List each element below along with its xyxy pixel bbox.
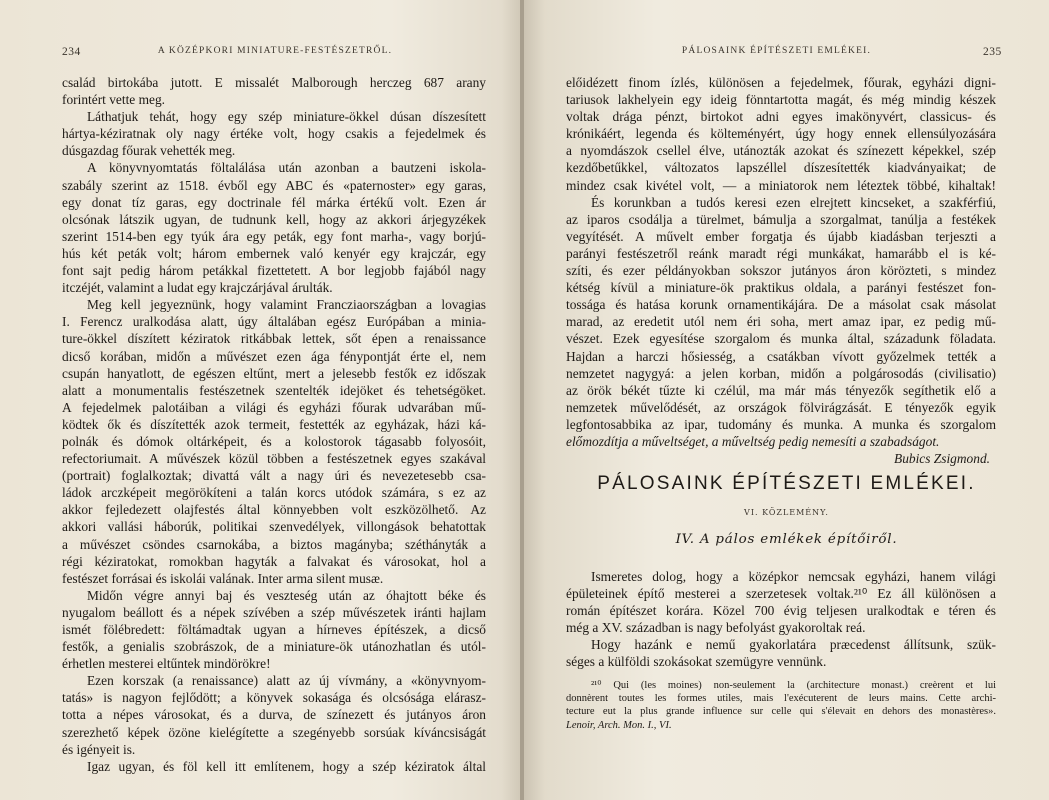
text-line: akkori vallási háborúk, politikai szenvedélyek, villongások behatottak (62, 519, 486, 535)
text-line: ködtek ők és díszítették azok termeit, festették az egyházak, házi ká- (62, 416, 486, 432)
text-line: font sajt pedig három petákkal fizettetett. A bor legjobb fajából nagy (62, 263, 486, 279)
text-line: vészet. Ezek egyesítése szorgalom és munka által, századunk föladata. (566, 331, 996, 347)
text-line: kétség kívül a miniature-ök praktikus oldala, a parányi festészet fon- (566, 280, 996, 296)
text-line: és igényeit is. (62, 741, 136, 757)
left-page-number: 234 (62, 46, 81, 58)
text-line: tatás» is nagyon fejlődött; a könyvek sokasága és olcsósága elárasz- (62, 690, 486, 706)
text-line: kezdőbetűkkel, változatos lapszéllel díszesítették kiadványaikat; de (566, 160, 996, 176)
text-line: Hogy hazánk e nemű gyakorlatára præcedenst állítsunk, szük- (591, 637, 996, 653)
text-line: I. Ferencz uralkodása alatt, úgy általában egész Európában a minia- (62, 314, 486, 330)
text-line: mindez csak kivétel volt, — a miniatorok nem léteztek többé, kihaltak! (566, 177, 996, 193)
section-heading: IV. A pálos emlékek építőiről. (675, 532, 898, 547)
text-line: érhetlen mesterei eltűntek mindörökre! (62, 656, 271, 672)
text-line: előmozdítja a műveltséget, a műveltség pedig nemesíti a szabadságot. (566, 433, 940, 449)
text-line: csupán hanyatlott, de egészen eltűnt, mert a jelesebb festők ez időszak (62, 365, 486, 381)
text-line: a nyomdászok csellel élve, utánozták azokat és színezett képekkel, szép (566, 143, 996, 159)
text-line: És korunkban a tudós keresi ezen elrejtett kincseket, a szakférfiú, (591, 194, 996, 210)
text-line: tossága és hatása korunk ornamentikájára. De a másolat csak másolat (566, 297, 996, 313)
text-line: nyugalom beállott és a népek szívében a szép művészetek iránti hajlam (62, 604, 486, 620)
text-line: román építészet korára. Közel 700 évig teljesen uralkodtak e téren és (566, 603, 996, 619)
text-line: itczéjét, valamint a ludat egy krajczárjával árulták. (62, 280, 333, 296)
text-line: család birtokába jutott. E missalét Malborough herczeg 687 arany (62, 75, 486, 90)
text-line: egy donat tíz garas, egy doctrinale fél márka értékű volt. Ezen ár (62, 194, 486, 210)
author-signature: Bubics Zsigmond. (894, 451, 990, 467)
text-line: voltak drága pénzt, birtokot adni egyes imakönyvért, classicus- és (566, 109, 996, 125)
footnote-line: tecture eut la plus grande influence sur celle qui s'élevait en dehors des monastères». (566, 706, 996, 718)
right-text-column (566, 74, 996, 467)
footnote-line: donnèrent toutes les formes utiles, mais l'exécuterent de leurs mains. Cette archi- (566, 693, 996, 705)
footnote (566, 679, 996, 732)
article-title: PÁLOSAINK ÉPÍTÉSZETI EMLÉKEI. (597, 473, 976, 494)
text-line: szerezhető képek özöne kielégítette a szegényebb sorsúak kíváncsiságát (62, 724, 486, 740)
footnote-line: Lenoir, Arch. Mon. I., VI. (566, 719, 672, 731)
text-line: A fejedelmek palotáiban a világi és egyházi főurak udvarában mű- (62, 399, 486, 415)
text-line: festők, a genialis szobrászok, de a miniature-ök utánozhatlan és utól- (62, 639, 486, 655)
text-line: vegyítését. A művelt ember forgatja és újabb kiadásban terjeszti a (566, 228, 996, 244)
text-line: refectoriumait. A művészek közül többen a festészetnek egyes szakával (62, 451, 486, 467)
text-line: hártya-kéziratnak oly nagy értéke volt, hogy csakis a fejedelmek és (62, 126, 486, 142)
text-line: Ezen korszak (a renaissance) alatt az új vívmány, a «könyvnyom- (87, 673, 486, 689)
article-subtitle: VI. KÖZLEMÉNY. (744, 508, 829, 517)
footnote-line: ²¹⁰ Qui (les moines) non-seulement la (architecture monast.) creèrent et lui (591, 680, 996, 691)
text-line: ture-ökkel díszített kéziratok ritkábbak lettek, sőt épen a renaissance (62, 331, 486, 347)
text-line: előidézett finom ízlés, különösen a fejedelmek, főurak, egyházi digni- (566, 75, 996, 90)
text-line: nemzetek művelődését, az országok fölvirágzását. E tényezők egyik (566, 399, 996, 415)
text-line: a művészet csöndes csarnokába, a biztos magányba; széthányták a (62, 536, 486, 552)
text-line: Ismeretes dolog, hogy a középkor nemcsak egyházi, hanem világi (591, 569, 996, 584)
text-line: szíti, és ezer példányokban sokszor jutányos áron körözteti, s mindez (566, 263, 996, 279)
text-line: ismét fölébredett: föltámadtak ugyan a hírneves építészek, a dicső (62, 622, 486, 637)
text-line: Láthatjuk tehát, hogy egy szép miniature-ökkel dúsan díszesített (87, 109, 486, 125)
text-line: parányi festészetről reánk maradt régi munkákat, hamarább el is ké- (566, 245, 996, 261)
text-line: az iparos csodálja a türelmet, bámulja a szorgalmat, tanúlja a festékek (566, 211, 996, 227)
text-line: épületeinek építő mesterei a szerzetesek voltak.²¹⁰ Ez áll különösen a (566, 586, 996, 602)
text-line: Igaz ugyan, és föl kell itt említenem, hogy a szép kéziratok által (87, 758, 486, 774)
text-line: Hajdan a harczi hősiesség, a csatákban vívott győzelmek tették a (566, 348, 996, 364)
text-line: szerint 1514-ben egy tyúk ára egy peták, egy font marha-, vagy borjú- (62, 228, 486, 244)
left-page (0, 0, 522, 800)
text-line: az örök békét tűzte ki czélúl, ma már más tényezők segíthetik elő a (566, 382, 996, 398)
text-line: olcsónak látszik ugyan, de tudnunk kell, hogy az akkori árjegyzékek (62, 211, 486, 227)
text-line: totta a népes városokat, és a durva, de színezett és jutányos áron (62, 707, 486, 723)
text-line: még a XV. században is nagy befolyást gyakoroltak reá. (566, 620, 866, 636)
text-line: A könyvnyomtatás föltalálása után azonban a bautzeni iskola- (87, 160, 486, 176)
text-line: régi kéziratokat, romokban hagyták a falvakat és városokat, hol a (62, 553, 486, 569)
text-line: dúsgazdag főurak vehették meg. (62, 143, 236, 159)
text-line: legfontosabbika az ipar, tudomány és munka. A munka és szorgalom (566, 416, 996, 432)
text-line: (portrait) foglalkoztak; divattá vált a nagy úri és nevezetesebb csa- (62, 468, 486, 484)
text-line: krónikáért, legenda és költeményért, úgy hogy ennek ellensúlyozására (566, 126, 996, 142)
text-line: festészet forrásai és iskolái valának. Inter arma silent musæ. (62, 570, 384, 586)
text-line: dicső korában, midőn a művészet ezen ága fénypontját érte el, nem (62, 348, 486, 364)
right-running-head: PÁLOSAINK ÉPÍTÉSZETI EMLÉKEI. (681, 46, 872, 56)
right-body-column (566, 568, 996, 671)
text-line: ládok arczképeit megörökíteni a talán korcs utódok számára, s ez az (62, 485, 486, 501)
text-line: Midőn végre annyi baj és veszteség után az óhajtott béke és (87, 587, 486, 603)
left-running-head: A KÖZÉPKORI MINIATURE-FESTÉSZETRŐL. (157, 46, 393, 56)
text-line: marad, az eredetit utól nem éri soha, mert amaz ipar, ez pedig mű- (566, 314, 996, 330)
text-line: séges a külföldi szokásokat szemügyre vennünk. (566, 654, 827, 670)
text-line: akkor fejledezett olajfestés által könnyebben volt eszközölhető. Az (62, 502, 486, 518)
text-line: forintért vette meg. (62, 92, 165, 108)
left-text-column (62, 74, 486, 775)
text-line: Meg kell jegyeznünk, hogy valamint Francziaországban a lovagias (87, 297, 486, 313)
right-page-number: 235 (983, 46, 1002, 58)
text-line: polnák és dómok oltárképeit, és a kolostorok tágasabb folyosóit, (62, 433, 486, 449)
text-line: nemzetet nagygyá: a jelen korban, midőn a polgárosodás (civilisatio) (566, 365, 996, 381)
text-line: tariusok lakhelyein egy ideig fönntartotta magát, és még mindig készek (566, 92, 996, 108)
text-line: hús két peták volt; három embernek való kenyér egy krajczár, egy (62, 245, 486, 261)
text-line: szabály szerint az 1518. évből egy ABC és «paternoster» egy garas, (62, 177, 486, 193)
text-line: alatt a monumentalis festészetnek szentelték idejöket és tehetségöket. (62, 382, 486, 398)
